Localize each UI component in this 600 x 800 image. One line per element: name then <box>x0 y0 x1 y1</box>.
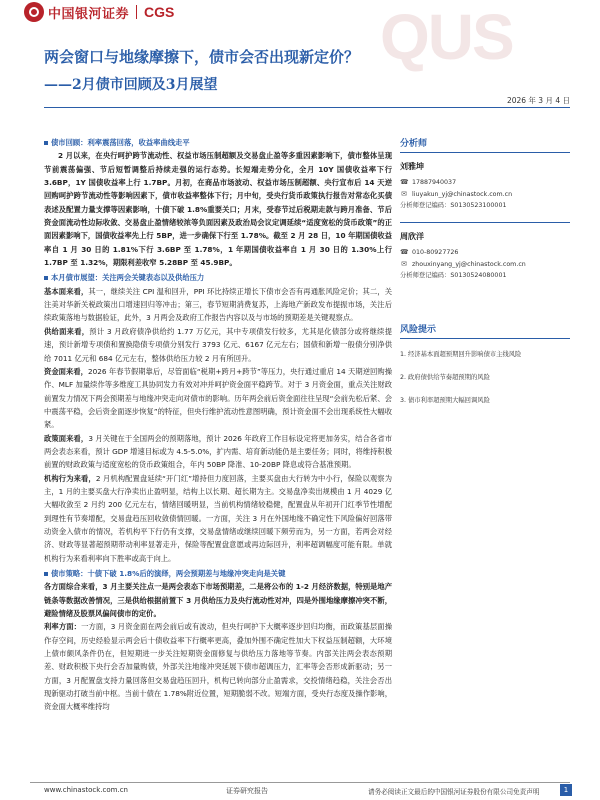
section-heading: 债市回顾：利率震荡回落，收益率曲线走平 <box>51 138 190 147</box>
brand-logo <box>24 2 174 22</box>
email-address[interactable]: liuyakun_yj@chinastock.com.cn <box>412 190 513 198</box>
paragraph-lead: 资金面来看， <box>44 366 88 376</box>
header-watermark: QUS <box>380 1 513 73</box>
section-paragraph <box>44 285 392 325</box>
analyst-heading: 分析师 <box>400 136 570 153</box>
report-body <box>44 136 392 714</box>
analyst-phone <box>400 246 570 258</box>
risk-item: 1. 经济基本面超预期回升影响债市主线风险 <box>400 351 522 358</box>
section-paragraph <box>44 365 392 432</box>
section-1 <box>44 136 392 149</box>
brand-name-cn: 中国银河证券 <box>48 6 130 22</box>
footer-disclaimer: 请务必阅读正文最后的中国银河证券股份有限公司免责声明 <box>368 788 540 796</box>
sidebar-divider <box>400 222 570 223</box>
report-date: 2026 年 3 月 4 日 <box>506 96 570 105</box>
section-2 <box>44 271 392 284</box>
analyst-name: 周欣洋 <box>400 232 424 241</box>
sidebar <box>400 136 570 404</box>
report-subtitle: ——2月债市回顾及3月展望 <box>44 77 218 93</box>
email-address[interactable]: zhouxinyang_yj@chinastock.com.cn <box>412 260 526 268</box>
email-icon: ✉ <box>401 260 407 268</box>
paragraph-text: 预计 3 月政府债净供给约 1.77 万亿元，其中专项债发行较多，尤其是化债部分或将继续提速，预计新增专项债和置换隐债专项债分别发行 3793 亿元、6167 亿元左右；国债和新增一般债分别净供给 7011 亿元和 684 亿元左右，整体供给压力较 2 月有所回升。 <box>44 326 392 363</box>
brand-name-en: CGS <box>144 4 175 20</box>
footer-website-link[interactable]: www.chinastock.com.cn <box>44 786 128 794</box>
paragraph-lead: 政策面来看， <box>44 433 89 443</box>
section-paragraph <box>44 432 392 472</box>
phone-icon: ☎ <box>400 178 409 186</box>
analyst-email[interactable] <box>400 258 570 270</box>
phone-icon: ☎ <box>400 248 409 256</box>
analyst-card <box>400 161 570 212</box>
square-bullet-icon <box>44 572 48 576</box>
email-icon: ✉ <box>401 190 407 198</box>
paragraph-text: 2 月机构配置盘延续“开门红”增持但力度回落，主要买盘由大行转为中小行，保险以观察为主，1 月的主要买盘大行净卖出止盈明显，结构上以长期、超长期为主。交易盘净卖出规模由 1 月 4029 亿大幅收敛至 2 月约 200 亿元左右，情绪回暖明显，当前机构情绪较稳健，配置盘从年初开门红季节性增配到理性有节奏增配，交易盘趋压回收敛债情回暖。一方面，关注 3 月在外国地缘不确定性下风险偏好回落带动资金入债市的情况，若机构平下行仍有支撑，交易盘情绪或继续回暖下频劳而为，另一方面，若两会对经济、财政等显著超预期带动利率显著走升，保险等配置盘意愿或再边际回升，利率超调幅度可能有限。单就机构行为来看利率向下胜率或高于向上。 <box>44 473 392 563</box>
analyst-phone <box>400 176 570 188</box>
paragraph-text: 一方面，3 月资金面在两会前后或有波动，但央行呵护下大概率逐步回归均衡，而政策基层面操作存空间，历史经验显示两会后十债收益率下行概率更高，叠加外围不确定性加大下权益压制超额，大环境上债市颇风条件仍在，但短期进一步关注短期资金面修复与供给压力落地等节奏。内部关注两会表态预期差、财政积极下央行会否加量购债，外部关注地缘冲突延展下债市超调压力，汇率等会否形成新驱动；另一方面，3 月配置盘支持力量回落但交易盘趋压回升，机构已转向部分止盈需求，交投情绪趋稳，关注会否出现新驱动打破当前中枢。当前十债在 1.78%附近位置，短期脆弱不改。短端方面，受央行态度及操作影响，资金面大概率维持均 <box>44 622 392 712</box>
section-paragraph <box>44 472 392 565</box>
paragraph-lead: 机构行为来看， <box>44 473 96 483</box>
paragraph-text: 其一，继续关注 CPI 温和回升，PPI 环比持续正增长下债市会否有再通胀风险定价；其二，关注美对华新关税政策出口增速回归等冲击；第三，春节短期消费复苏，上海地产新政发布提振市场，关注后续政策落地与数据验证，此外，3 月两会及政府工作报告内容以及与市场的预期差是关键观察点。 <box>44 286 392 323</box>
analyst-name: 刘雅坤 <box>400 162 424 171</box>
risk-item: 2. 政府债供给节奏超预期的风险 <box>400 374 490 381</box>
paragraph-text: 2026 年春节假期靠后，尽管面临“税期+跨月+跨节”等压力，央行通过重启 14 天期逆回购操作、MLF 加量续作等多维度工具协同发力有效对冲并呵护资金面平稳跨节。对于 3 月资金面，重点关注财政前置发力情况下两会预期差与地缘冲突走向对债市的影响。历年两会前后资金面往往呈现“会前先松后紧、会中震荡平稳，会后资金面逐步恢复”的特征，但央行维护流动性意图明确，预计资金面不会出现系统性大幅收紧。 <box>44 366 392 430</box>
brand-divider <box>136 5 137 19</box>
page-number: 1 <box>560 784 572 796</box>
title-divider <box>44 107 570 108</box>
square-bullet-icon <box>44 141 48 145</box>
risk-item: 3. 债市利率超预期大幅回调风险 <box>400 397 490 404</box>
footer-divider <box>30 782 570 783</box>
phone-number: 010-80927726 <box>412 248 459 256</box>
paragraph-lead: 利率方面： <box>44 622 82 632</box>
section-paragraph <box>44 325 392 365</box>
risk-heading: 风险提示 <box>400 322 570 339</box>
section-paragraph: 2 月以来，在央行呵护跨节流动性、权益市场压制超额及交易盘止盈等多重因素影响下，债市整体呈现节前震荡偏强、节后短暂调整后持续走强的运行态势。长短端走势分化，全月 10Y 国债收益率下行 3.6BP，1Y 国债收益率上行 1.7BP。月初，在商品市场波动、权益市场压制超额、央行宣布后 14 天逆回购呵护跨节流动性等影响因素下，债市收益率整体下行；月中旬，受央行货币政策执行报告对常态化买债表述及配置力量支撑等因素影响，十债下破 1.8%重要关口；月末，受春节过后税期走款与跨月准备、节后资金面流动性边际收敛、交易盘止盈情绪较浓等负面因素及政治局会议定调延续“适度宽松的货币政策”的正面因素影响下，国债收益率先上行 5BP，进一步确保下行至 1.78%。截至 2 月 28 日，10 年期国债收益率自 1 月 30 日的 1.81%下行 3.6BP 至 1.78%，1 年期国债收益率自 1 月 30 日的 1.30%上行 1.7BP 至 1.32%，期限利差收窄 5.28BP 至 45.9BP。 <box>44 151 392 268</box>
section-heading: 本月债市展望：关注两会关键表态以及供给压力 <box>51 273 205 283</box>
analyst-cert: 分析师登记编码：S0130524080001 <box>400 272 507 279</box>
paragraph-lead: 基本面来看， <box>44 286 89 296</box>
paragraph-lead: 供给面来看， <box>44 326 90 336</box>
brand-emblem-icon <box>24 2 44 22</box>
section-heading: 债市策略：十债下破 1.8%后的演绎，两会预期差与地缘冲突走向是关键 <box>51 569 286 578</box>
analyst-cert: 分析师登记编码：S0130523100001 <box>400 202 507 209</box>
section-paragraph: 各方面综合来看，3 月主要关注点一是两会表态下市场预期差，二是将公布的 1-2 月经济数据，特别是地产链条等数据改善情况，三是供给根据前置下 3 月供给压力及央行流动性对冲，四是外围地缘摩擦冲突不断，避险情绪及股票风偏间债市的定价。 <box>44 582 392 619</box>
square-bullet-icon <box>44 276 48 280</box>
page-footer <box>0 782 600 800</box>
analyst-card <box>400 231 570 282</box>
footer-report-type: 证券研究报告 <box>226 787 268 795</box>
phone-number: 17887940037 <box>412 178 457 186</box>
section-paragraph <box>44 620 392 713</box>
section-3 <box>44 567 392 580</box>
paragraph-text: 3 月关键在于全国两会的预期落地，预计 2026 年政府工作目标设定将更加务实，结合各省市两会表态来看，预计 GDP 增速目标或为 4.5-5.0%，扩内需、培育新动能仍是主要任务；同时，将维持积极前置的财政政策与适度宽松的货币政策组合，年内 50BP 降准、10-20BP 降息或符合基准预期。 <box>44 433 393 470</box>
analyst-email[interactable] <box>400 188 570 200</box>
report-title: 两会窗口与地缘摩擦下，债市会否出现新定价？ <box>44 48 360 66</box>
